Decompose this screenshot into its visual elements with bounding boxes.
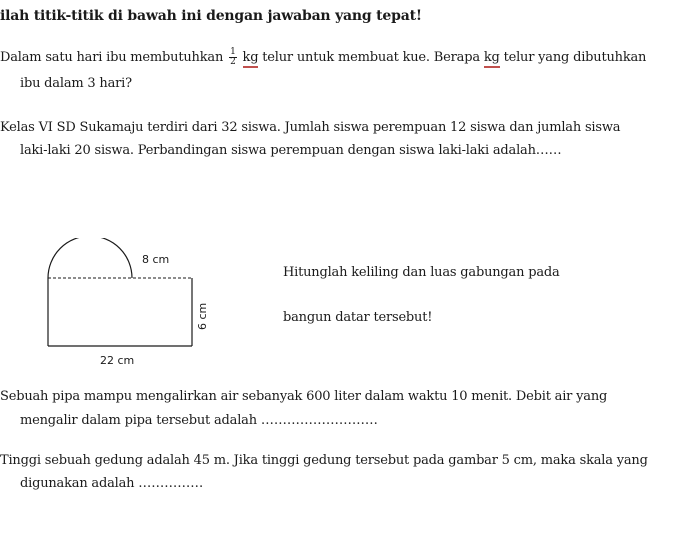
- question-4-line-1: Sebuah pipa mampu mengalirkan air sebanyak 600 liter dalam waktu 10 menit. Debit air yang: [0, 389, 608, 404]
- answer-blank-q4[interactable]: ………………………: [260, 413, 378, 428]
- question-1-line-2: ibu dalam 3 hari?: [20, 76, 132, 91]
- answer-blank-q5[interactable]: ……………: [138, 476, 204, 491]
- question-2-line-2: laki-laki 20 siswa. Perbandingan siswa perempuan dengan siswa laki-laki adalah……: [20, 143, 562, 158]
- q1-text-a: Dalam satu hari ibu membutuhkan: [0, 50, 224, 65]
- fraction-one-half: $\frac{1}{2}$: [230, 47, 236, 67]
- label-6cm: 6 cm: [196, 302, 209, 330]
- label-22cm: 22 cm: [100, 354, 135, 367]
- question-3-instruction-2: bangun datar tersebut!: [283, 310, 433, 325]
- semicircle-shape: [48, 238, 132, 278]
- question-4-line-2: [20, 413, 378, 428]
- question-5-line-2: [20, 476, 203, 491]
- q4-text: mengalir dalam pipa tersebut adalah: [20, 413, 257, 428]
- label-8cm: 8 cm: [142, 253, 170, 266]
- instruction-header: ilah titik-titik di bawah ini dengan jawaban yang tepat!: [0, 8, 422, 24]
- q1-text-b: telur untuk membuat kue. Berapa: [262, 50, 480, 65]
- q5-text: digunakan adalah: [20, 476, 135, 491]
- unit-kg-1: kg: [242, 50, 259, 65]
- unit-kg-2: kg: [483, 50, 500, 65]
- question-1-line-1: [0, 48, 646, 67]
- question-5-line-1: Tinggi sebuah gedung adalah 45 m. Jika tinggi gedung tersebut pada gambar 5 cm, maka skala yang: [0, 453, 648, 468]
- composite-shape-figure: [30, 238, 210, 368]
- question-2-line-1: Kelas VI SD Sukamaju terdiri dari 32 siswa. Jumlah siswa perempuan 12 siswa dan jumlah siswa: [0, 120, 621, 135]
- question-3-instruction-1: Hitunglah keliling dan luas gabungan pada: [283, 265, 560, 280]
- q1-text-c: telur yang dibutuhkan: [503, 50, 647, 65]
